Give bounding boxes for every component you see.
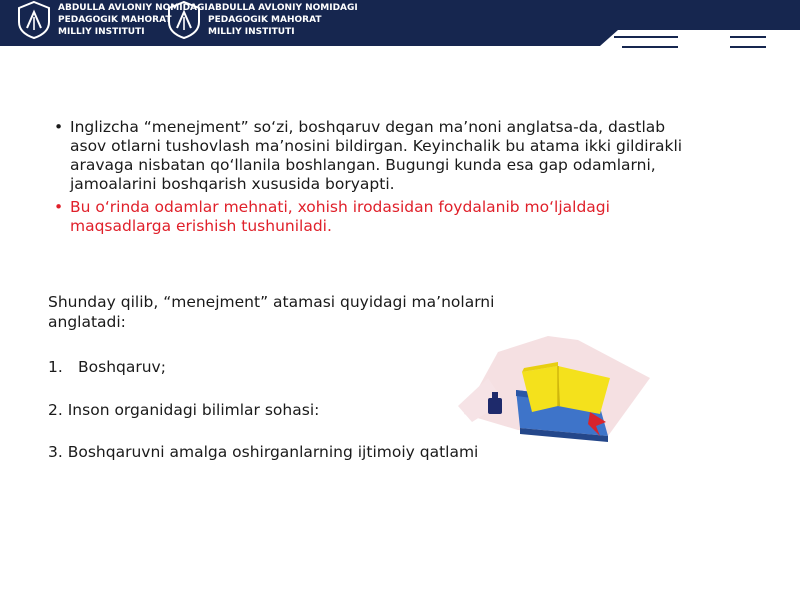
item-number: 1. xyxy=(48,358,63,376)
item-number: 3. xyxy=(48,443,63,461)
item-text: Inson organidagi bilimlar sohasi: xyxy=(67,401,320,419)
logo-line: ABDULLA AVLONIY NOMIDAGI xyxy=(208,3,358,13)
item-text: Boshqaruvni amalga oshirganlarning ijtimoiy qatlami xyxy=(67,443,479,461)
logo-line: MILLIY INSTITUTI xyxy=(58,27,145,37)
list-item xyxy=(48,400,319,420)
logo-line: MILLIY INSTITUTI xyxy=(208,27,295,37)
bullet-item-highlight: • Bu o‘rinda odamlar mehnati, xohish irodasidan foydalanib mo‘ljaldagi maqsadlarga erishish tushuniladi. xyxy=(48,198,688,236)
list-item xyxy=(48,357,166,377)
item-text: Boshqaruv; xyxy=(78,358,166,376)
bullet-list xyxy=(48,118,688,240)
books-icon xyxy=(458,332,658,442)
logo-line: PEDAGOGIK MAHORAT xyxy=(208,15,322,25)
item-number: 2. xyxy=(48,401,63,419)
bullet-item: • Inglizcha “menejment” so‘zi, boshqaruv degan ma’noni anglatsa-da, dastlab asov otlarni tushovlash ma’nosini bildirgan. Keyinchalik bu atama ikki gildirakli aravaga nisbatan qo‘llanila boshlangan. Bugungi kunda esa gap odamlarni, jamoalarini boshqarish xususida boryapti. xyxy=(48,118,688,194)
intro-paragraph: Shunday qilib, “menejment” atamasi quyidagi ma’nolarni anglatadi: xyxy=(48,293,495,331)
logo-line: PEDAGOGIK MAHORAT xyxy=(58,15,172,25)
list-item xyxy=(48,442,478,462)
logo-line: ABDULLA AVLONIY NOMIDAGI xyxy=(58,3,208,13)
